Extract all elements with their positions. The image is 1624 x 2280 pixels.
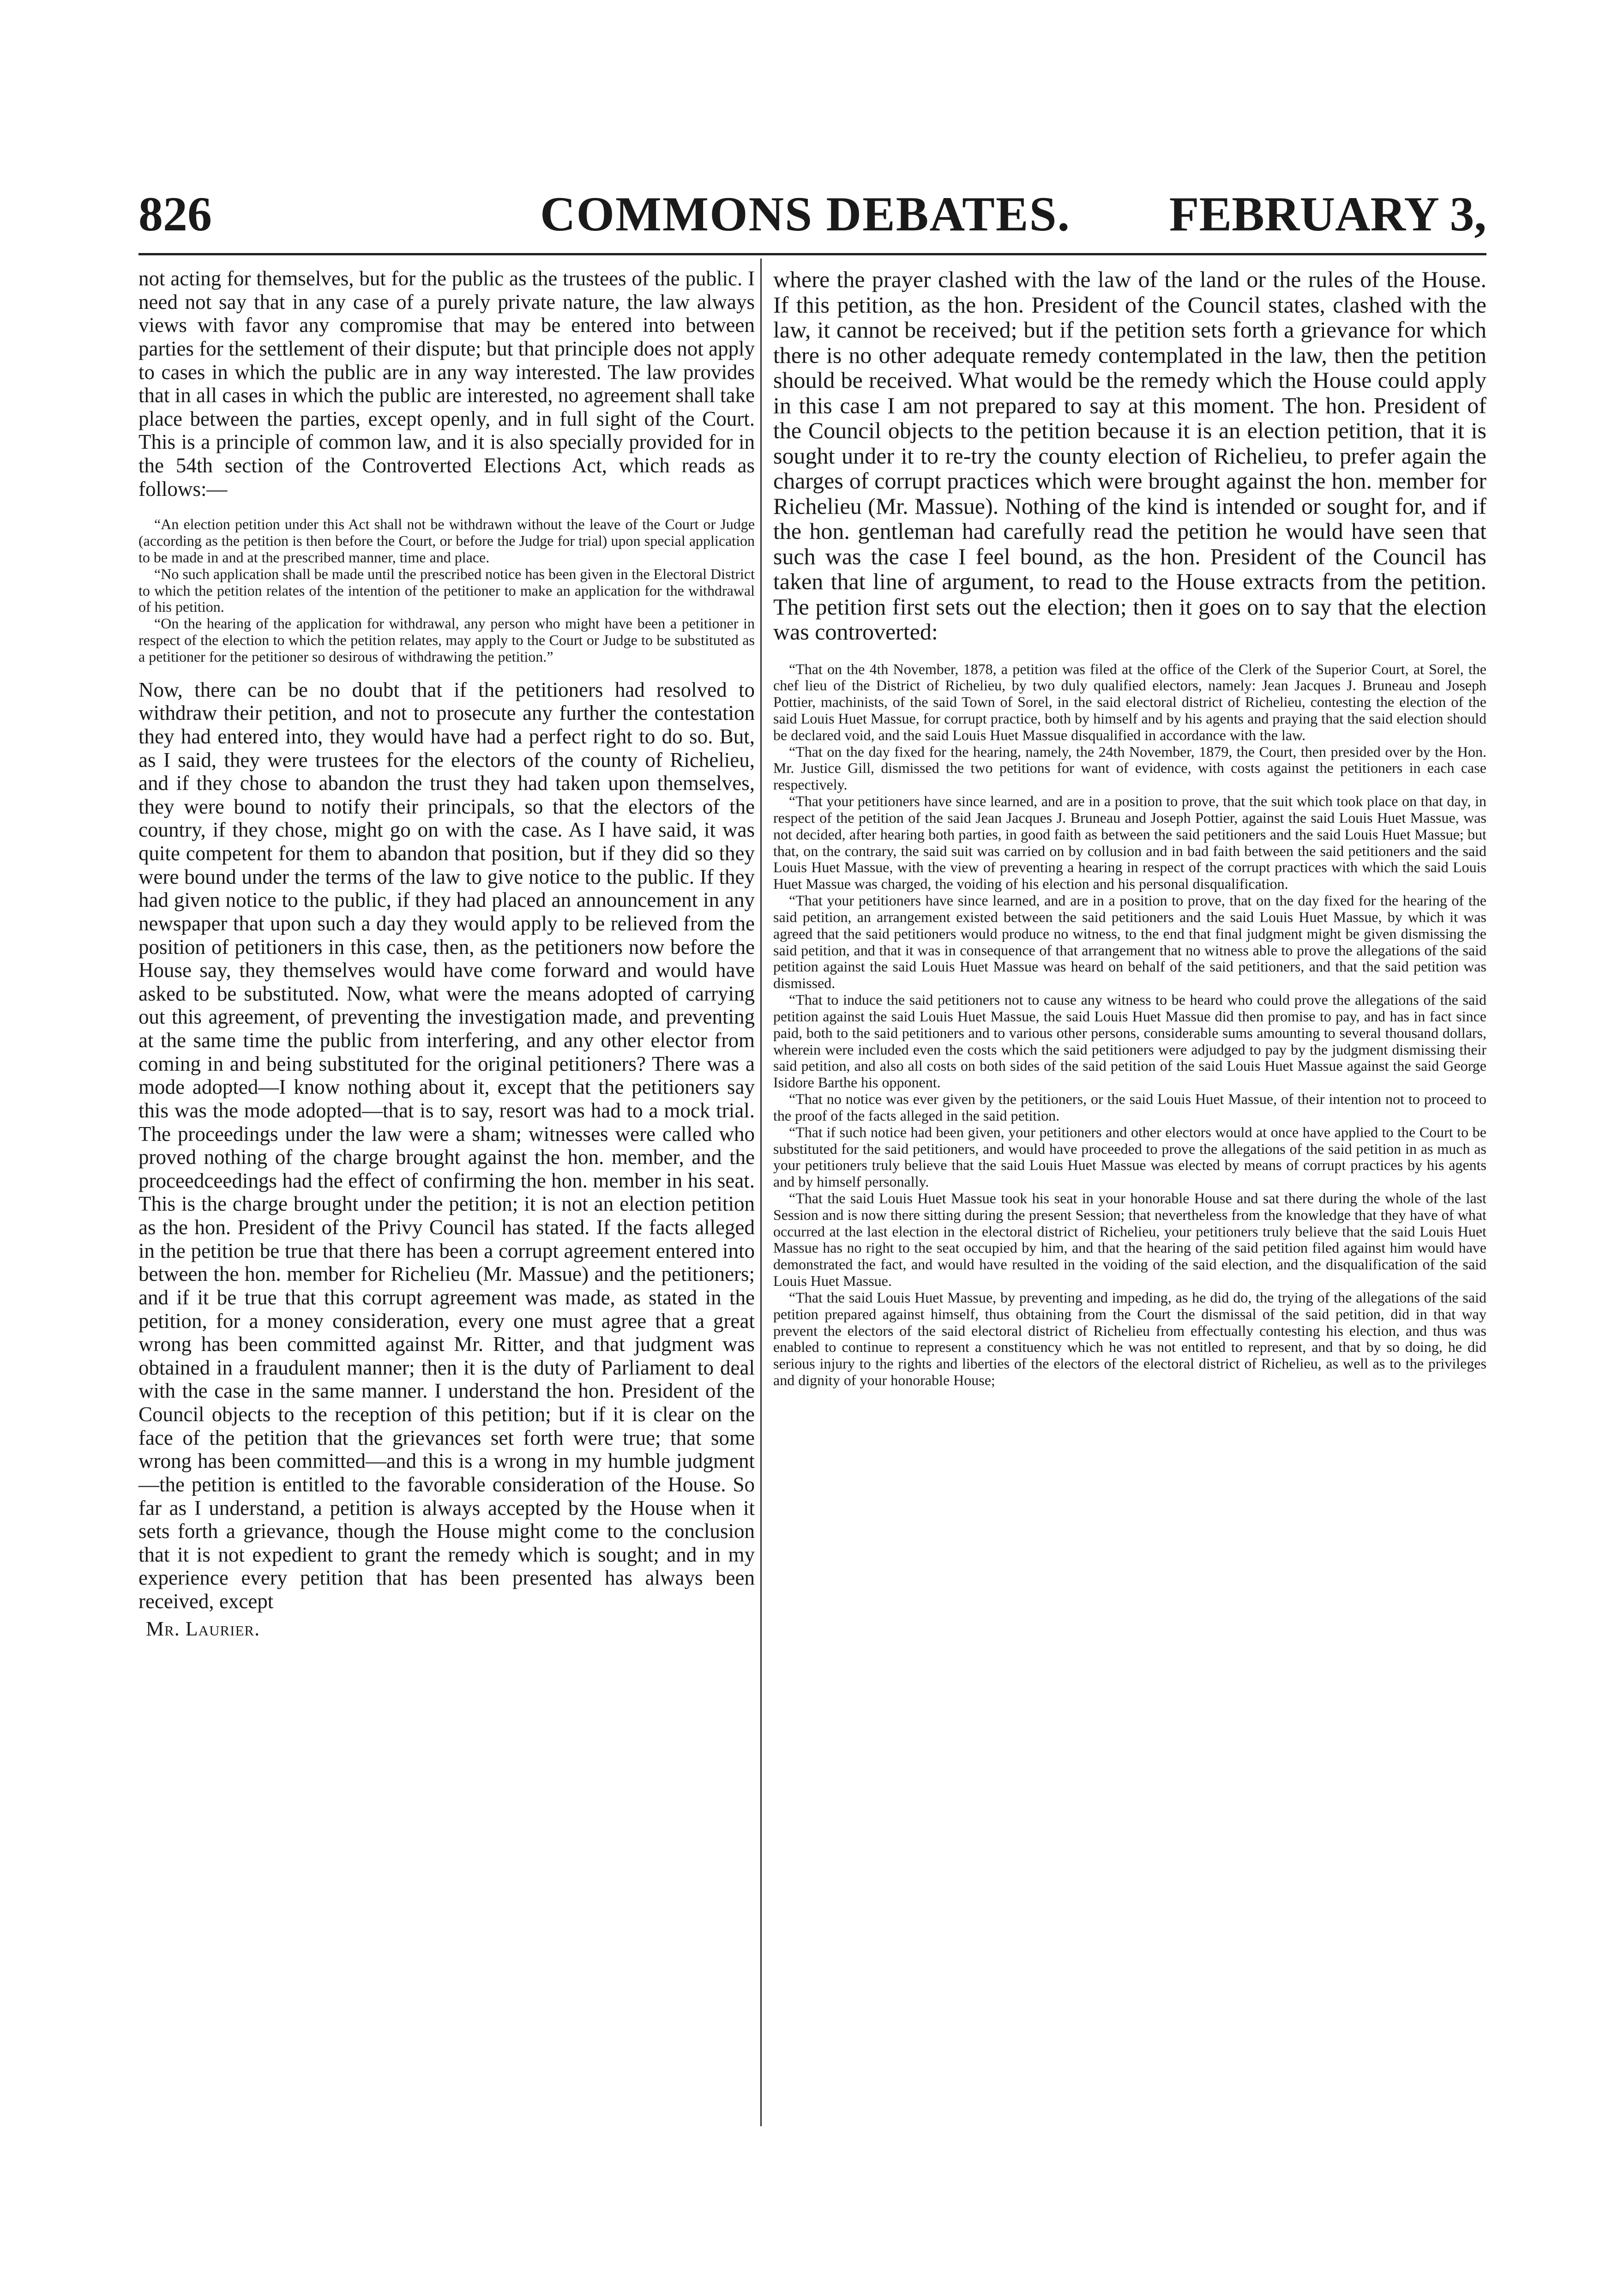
petition-paragraph: “That your petitioners have since learned, and are in a position to prove, that the suit which took place on that day, in respect of the petition of the said Jean Jacques J. Bruneau and Joseph Pottier, against the said Louis Huet Massue, was not decided, after hearing both parties, in good faith as between the said petitioners and the said Louis Huet Massue; but that, on the contrary, the said suit was carried on by collusion and in bad faith between the said petitioners and the said Louis Huet Massue, with the view of preventing a hearing in respect of the corrupt practices with which the said Louis Huet Massue was charged, the voiding of his election and his personal disqualification.	[773, 793, 1486, 893]
quote-paragraph: “An election petition under this Act shall not be withdrawn without the leave of the Court or Judge (according as the petition is then before the Court, or before the Judge for trial) upon special application to be made in and at the prescribed manner, time and place.	[138, 516, 755, 566]
petition-paragraph: “That if such notice had been given, your petitioners and other electors would at once have applied to the Court to be substituted for the said petitioners, and would have proceeded to prove the allegations of the said petition in as much as your petitioners truly believe that the said Louis Huet Massue was elected by means of corrupt practices by his agents and by himself personally.	[773, 1123, 1486, 1190]
petition-paragraph: “That your petitioners have since learned, and are in a position to prove, that on the day fixed for the hearing of the said petition, an arrangement existed between the said petitioners and the said Louis Huet Massue, by which it was agreed that the said petitioners would produce no witness, to the end that final judgment might be given dismissing the said petition, and that it was in consequence of that arrangement that no witness able to prove the allegations of the said petition against the said Louis Huet Massue was heard on behalf of the said petitioners, and that the said petition was dismissed.	[773, 892, 1486, 992]
right-column	[773, 267, 1486, 1389]
left-paragraph-1: not acting for themselves, but for the public as the trustees of the public. I need not say that in any case of a purely private nature, the law always views with favor any compromise that may be entered into between parties for the settlement of their dispute; but that principle does not apply to cases in which the public are in any way interested. The law provides that in all cases in which the public are interested, no agreement shall take place between the parties, except openly, and in full sight of the Court. This is a principle of common law, and it is also specially provided for in the 54th section of the Controverted Elections Act, which reads as follows:—	[138, 267, 755, 501]
page-number: 826	[138, 187, 212, 241]
left-column	[138, 267, 755, 1641]
quote-paragraph: “No such application shall be made until the prescribed notice has been given in the Electoral District to which the petition relates of the intention of the petitioner to make an application for the withdrawal of his petition.	[138, 565, 755, 615]
right-paragraph-1: where the prayer clashed with the law of the land or the rules of the House. If this petition, as the hon. President of the Council states, clashed with the law, it cannot be received; but if the petition sets forth a grievance for which there is no other adequate remedy contemplated in the law, then the petition should be received. What would be the remedy which the House could apply in this case I am not prepared to say at this moment. The hon. President of the Council objects to the petition because it is an election petition, that it is sought under it to re-try the county election of Richelieu, to prefer again the charges of corrupt practices which were brought against the hon. member for Richelieu (Mr. Massue). Nothing of the kind is intended or sought for, and if the hon. gentleman had carefully read the petition he would have seen that such was the case I feel bound, as the hon. President of the Council has taken that line of argument, to read to the House extracts from the petition. The petition first sets out the election; then it goes on to say that the election was controverted:	[773, 266, 1486, 645]
header-date: FEBRUARY 3,	[1169, 187, 1486, 241]
publication-title: COMMONS DEBATES.	[540, 187, 1071, 241]
statute-quote	[138, 516, 755, 665]
speaker-name: Mr. Laurier.	[146, 1617, 260, 1640]
page-header	[138, 182, 1486, 242]
quote-paragraph: “On the hearing of the application for withdrawal, any person who might have been a petitioner in respect of the election to which the petition relates, may apply to the Court or Judge to be substituted as a petitioner for the petitioner so desirous of withdrawing the petition.”	[138, 615, 755, 665]
petition-paragraph: “That no notice was ever given by the petitioners, or the said Louis Huet Massue, of their intention not to proceed to the proof of the facts alleged in the said petition.	[773, 1091, 1486, 1124]
petition-paragraph: “That on the day fixed for the hearing, namely, the 24th November, 1879, the Court, then presided over by the Hon. Mr. Justice Gill, dismissed the two petitions for want of evidence, with costs against the petitioners in each case respectively.	[773, 743, 1486, 793]
petition-extracts	[773, 661, 1486, 1389]
column-divider	[760, 259, 762, 2126]
petition-paragraph: “That to induce the said petitioners not to cause any witness to be heard who could prove the allegations of the said petition against the said Louis Huet Massue, the said Louis Huet Massue did then promise to pay, and has in fact since paid, both to the said petitioners and to various other persons, considerable sums amounting to several thousand dollars, wherein were included even the costs which the said petitioners were adjudged to pay by the judgment dismissing their said petition, and also all costs on both sides of the said petition of the said Louis Huet Massue against the said George Isidore Barthe his opponent.	[773, 991, 1486, 1091]
header-rule	[138, 253, 1486, 255]
left-paragraph-2: Now, there can be no doubt that if the petitioners had resolved to withdraw their petition, and not to prosecute any further the contestation they had entered into, they would have had a perfect right to do so. But, as I said, they were trustees for the electors of the county of Richelieu, and if they chose to abandon the trust they had taken upon themselves, they were bound to notify their principals, so that the electors of the country, if they chose, might go on with the case. As I have said, it was quite competent for them to abandon that position, but if they did so they were bound under the terms of the law to give notice to the public. If they had given notice to the public, if they had placed an announcement in any newspaper that upon such a day they would apply to be relieved from the position of petitioners in this case, then, as the petitioners now before the House say, they themselves would have come forward and would have asked to be substituted. Now, what were the means adopted of carrying out this agreement, of preventing the investigation made, and preventing at the same time the public from interfering, and any other elector from coming in and being substituted for the original petitioners? There was a mode adopted—I know nothing about it, except that the petitioners say this was the mode adopted—that is to say, resort was had to a mock trial. The proceedings under the law were a sham; witnesses were called who proved nothing of the charge brought against the hon. member, and the proceedceedings had the effect of confirming the hon. member in his seat. This is the charge brought under the petition; it is not an election petition as the hon. President of the Privy Council has stated. If the facts alleged in the petition be true that there has been a corrupt agreement entered into between the hon. member for Richelieu (Mr. Massue) and the petitioners; and if it be true that this corrupt agreement was made, as stated in the petition, for a money consideration, every one must agree that a great wrong has been committed against Mr. Ritter, and that judgment was obtained in a fraudulent manner; then it is the duty of Parliament to deal with the case in the same manner. I understand the hon. President of the Council objects to the reception of this petition; but if it is clear on the face of the petition that the grievances set forth were true; that some wrong has been committed—and this is a wrong in my humble judgment—the petition is entitled to the favorable consideration of the House. So far as I understand, a petition is always accepted by the House when it sets forth a grievance, though the House might come to the conclusion that it is not expedient to grant the remedy which is sought; and in my experience every petition that has been presented has always been received, except	[138, 678, 755, 1613]
petition-paragraph: “That the said Louis Huet Massue took his seat in your honorable House and sat there during the whole of the last Session and is now there sitting during the present Session; that nevertheless from the knowledge that they have of what occurred at the last election in the electoral district of Richelieu, your petitioners truly believe that the said Louis Huet Massue has no right to the seat occupied by him, and that the hearing of the said petition filed against him would have demonstrated the fact, and would have resulted in the voiding of the said election, and the disqualification of the said Louis Huet Massue.	[773, 1190, 1486, 1290]
petition-paragraph: “That on the 4th November, 1878, a petition was filed at the office of the Clerk of the Superior Court, at Sorel, the chef lieu of the District of Richelieu, by two duly qualified electors, namely: Jean Jacques J. Bruneau and Joseph Pottier, machinists, of the said Town of Sorel, in the said electoral district of Richelieu, contesting the election of the said Louis Huet Massue, for corrupt practice, both by himself and by his agents and praying that the said election should be declared void, and the said Louis Huet Massue disqualified in accordance with the law.	[773, 660, 1486, 743]
petition-paragraph: “That the said Louis Huet Massue, by preventing and impeding, as he did do, the trying of the allegations of the said petition prepared against himself, thus obtaining from the Court the dismissal of the said petition, did in that way prevent the electors of the said electoral district of Richelieu from effectually contesting his election, and thus was enabled to continue to represent a constituency which he was not entitled to represent, and that by so doing, he did serious injury to the rights and liberties of the electors of the electoral district of Richelieu, as well as to the privileges and dignity of your honorable House;	[773, 1289, 1486, 1389]
